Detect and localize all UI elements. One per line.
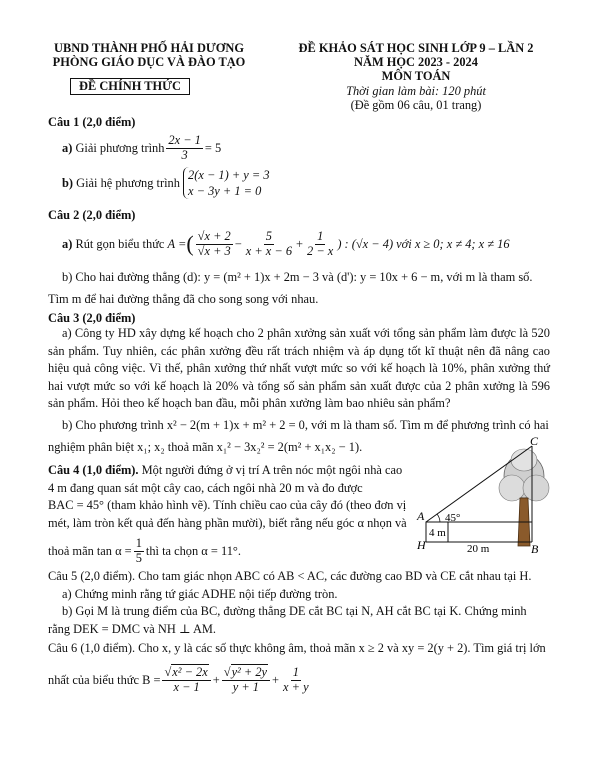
q6-line1: Câu 6 (1,0 điểm). Cho x, y là các số thực không âm, thoả mãn x ≥ 2 và xy = 2(y + 2). Tìm giá trị lớn — [48, 641, 546, 655]
q2-a: a) Rút gọn biểu thức A = ( $\frac{√x + 2}{√x + 3}$ − $\frac{5}{x + x - 6}$ + $\frac{1}{2 - x}$ ) : (√x − 4) với x ≥ 0; x ≠ 4; x ≠ 16 — [62, 229, 510, 258]
q2-title: Câu 2 (2,0 điểm) — [48, 208, 136, 222]
q1-a-text: Giải phương trình — [75, 140, 165, 155]
q2-f1-den: x + 3 — [204, 243, 231, 258]
q5-line1: Câu 5 (2,0 điểm). Cho tam giác nhọn ABC có AB < AC, các đường cao BD và CE cắt nhau tại H. — [48, 569, 532, 583]
tree-foliage — [499, 449, 549, 501]
official-badge: ĐỀ CHÍNH THỨC — [70, 78, 190, 95]
q1-b-eq2: x − 3y + 1 = 0 — [188, 184, 262, 198]
header-right-line2: NĂM HỌC 2023 - 2024 — [354, 55, 478, 69]
q6-fraction-1: $\frac{\text{√x² − 2x}}{x - 1}$ — [162, 666, 210, 693]
header-time: Thời gian làm bài: 120 phút — [346, 84, 486, 98]
q5-line2: a) Chứng minh rằng tứ giác ADHE nội tiếp đường tròn. — [62, 586, 338, 601]
q2-fraction-3 — [305, 230, 335, 257]
q4-title: Câu 4 (1,0 điểm). — [48, 463, 139, 477]
q3-title: Câu 3 (2,0 điểm) — [48, 311, 136, 325]
q6-line2-a: nhất của biểu thức B = — [48, 672, 161, 687]
q2-fraction-2 — [244, 230, 294, 257]
q4-figure — [414, 436, 554, 558]
q2-f3-num: 1 — [317, 229, 324, 244]
q1-b-label: b) — [62, 175, 74, 190]
header-right-line3: MÔN TOÁN — [381, 69, 451, 83]
q2-f3-den: 2 − x — [307, 243, 334, 258]
q4-line4: mét, làm tròn kết quả đến hàng phần mười), biết rằng nếu góc α nhọn và — [48, 515, 407, 530]
q4-line1: Một người đứng ở vị trí A trên nóc một ngôi nhà cao — [141, 463, 403, 477]
q5-line4: rằng DEK = DMC và NH ⊥ AM. — [48, 621, 217, 636]
q2-f2-den: x + x − 6 — [245, 243, 293, 258]
q2-fraction-1: $\frac{√x + 2}{√x + 3}$ — [197, 229, 231, 258]
q2-open-paren: ( — [186, 231, 194, 257]
q1-b-text: Giải hệ phương trình — [76, 175, 180, 190]
q3-b-line1: b) Cho phương trình x² − 2(m + 1)x + m² + 2 = 0, với m là tham số. Tìm m để phương trình có hai — [62, 418, 549, 432]
q4-line5 — [48, 535, 241, 567]
q6-f3-den: x + y — [283, 679, 309, 694]
q6-f1-den: x − 1 — [173, 679, 200, 694]
header-left-line2: PHÒNG GIÁO DỤC VÀ ĐÀO TẠO — [52, 55, 246, 69]
q6-f3-num: 1 — [292, 665, 299, 680]
q5-text — [48, 568, 550, 638]
fig-height-label: 4 m — [429, 527, 446, 539]
q1-a-num: 2x − 1 — [168, 133, 201, 148]
q3-b-line2: nghiệm phân biệt x₁; x₂ thoả mãn x₁² − 3x₂² = 2(m² + x₁x₂ − 1). — [48, 440, 363, 454]
q1-a-label: a) — [62, 140, 73, 155]
q4-tan-fraction — [134, 537, 144, 564]
fig-distance-label: 20 m — [467, 543, 490, 555]
q2-f1-num: x + 2 — [204, 229, 231, 244]
fig-label-B: B — [531, 542, 539, 556]
q1-a-rhs: = 5 — [204, 140, 222, 155]
q4-line2: 4 m đang quan sát một cây cao, cách ngôi nhà 20 m và đo được — [48, 480, 363, 495]
fig-label-A: A — [417, 509, 425, 523]
fig-angle-label: 45° — [445, 512, 461, 524]
fig-label-C: C — [530, 436, 539, 448]
q2-a-A: A = — [167, 236, 187, 251]
header-pages: (Đề gồm 06 câu, 01 trang) — [350, 98, 482, 112]
q4-tan-den: 5 — [135, 550, 142, 565]
q2-b-line2: Tìm m để hai đường thẳng đã cho song song với nhau. — [48, 292, 319, 306]
q4-line3: BAC = 45° (tham khảo hình vẽ). Tính chiều cao của cây đó (theo đơn vị — [48, 498, 407, 513]
q6-f1-num: x² − 2x — [172, 665, 208, 680]
q1-a — [62, 133, 221, 163]
q6-line2: nhất của biểu thức B = $\frac{\text{√x² − 2x}}{x - 1}$ + $\frac{\text{√y² + 2y}}{y + 1}$ + $\frac{1}{x + y}$ — [48, 665, 309, 694]
q6-f2-den: y + 1 — [232, 679, 260, 694]
q2-a-text: Rút gọn biểu thức — [75, 236, 165, 251]
angle-arc — [437, 514, 440, 522]
header-left-line1: UBND THÀNH PHỐ HẢI DƯƠNG — [54, 41, 244, 55]
q4-tan-num: 1 — [135, 536, 142, 551]
q4-line5-a: thoả mãn tan α = — [48, 543, 132, 558]
q2-b-line1: b) Cho hai đường thẳng (d): y = (m² + 1)x + 2m − 3 và (d'): y = 10x + 6 − m, với m là tham số. — [62, 270, 533, 284]
q5-line3: b) Gọi M là trung điểm của BC, đường thẳng DE cắt BC tại N, AH cắt BC tại K. Chứng minh — [62, 604, 527, 619]
q3-a-paragraph: a) Công ty HD xây dựng kế hoạch cho 2 phân xưởng sản xuất với tổng sản phẩm làm được là 520 sản phẩm. Tuy nhiên, các phân xưởng đều rất trách nhiệm và áp dụng tốt kĩ thuật nên đã nâng cao hiệu quả công việc. Vì thế, phân xưởng thứ nhất vượt mức so với kế hoạch là 10%, phân xưởng thứ hai vượt mức so với kế hoạch là 20% và tổng số sản phẩm sản xuất được của 2 phân xưởng là 596 sản phẩm. Hỏi theo kế hoạch ban đầu, mỗi phân xưởng làm bao nhiêu sản phẩm? — [48, 326, 550, 411]
q2-a-label: a) — [62, 236, 73, 251]
q2-a-tail: ) : (√x − 4) với x ≥ 0; x ≠ 4; x ≠ 16 — [337, 236, 510, 251]
q1-title: Câu 1 (2,0 điểm) — [48, 115, 136, 129]
q4-text — [48, 462, 412, 532]
fig-label-H: H — [417, 538, 426, 552]
header-right-line1: ĐỀ KHẢO SÁT HỌC SINH LỚP 9 – LẦN 2 — [298, 41, 534, 55]
q1-a-den: 3 — [181, 147, 188, 162]
q6-fraction-2: $\frac{\text{√y² + 2y}}{y + 1}$ — [222, 666, 270, 693]
q1-b-eq1: 2(x − 1) + y = 3 — [188, 167, 270, 182]
q6-fraction-3 — [281, 666, 311, 693]
q1-b-system — [183, 167, 270, 199]
q6-f2-num: y² + 2y — [231, 665, 268, 680]
q4-line5-b: thì ta chọn α = 11°. — [145, 543, 241, 558]
q1-b — [62, 166, 270, 200]
q1-a-fraction — [166, 134, 202, 161]
q2-f2-num: 5 — [265, 229, 272, 244]
